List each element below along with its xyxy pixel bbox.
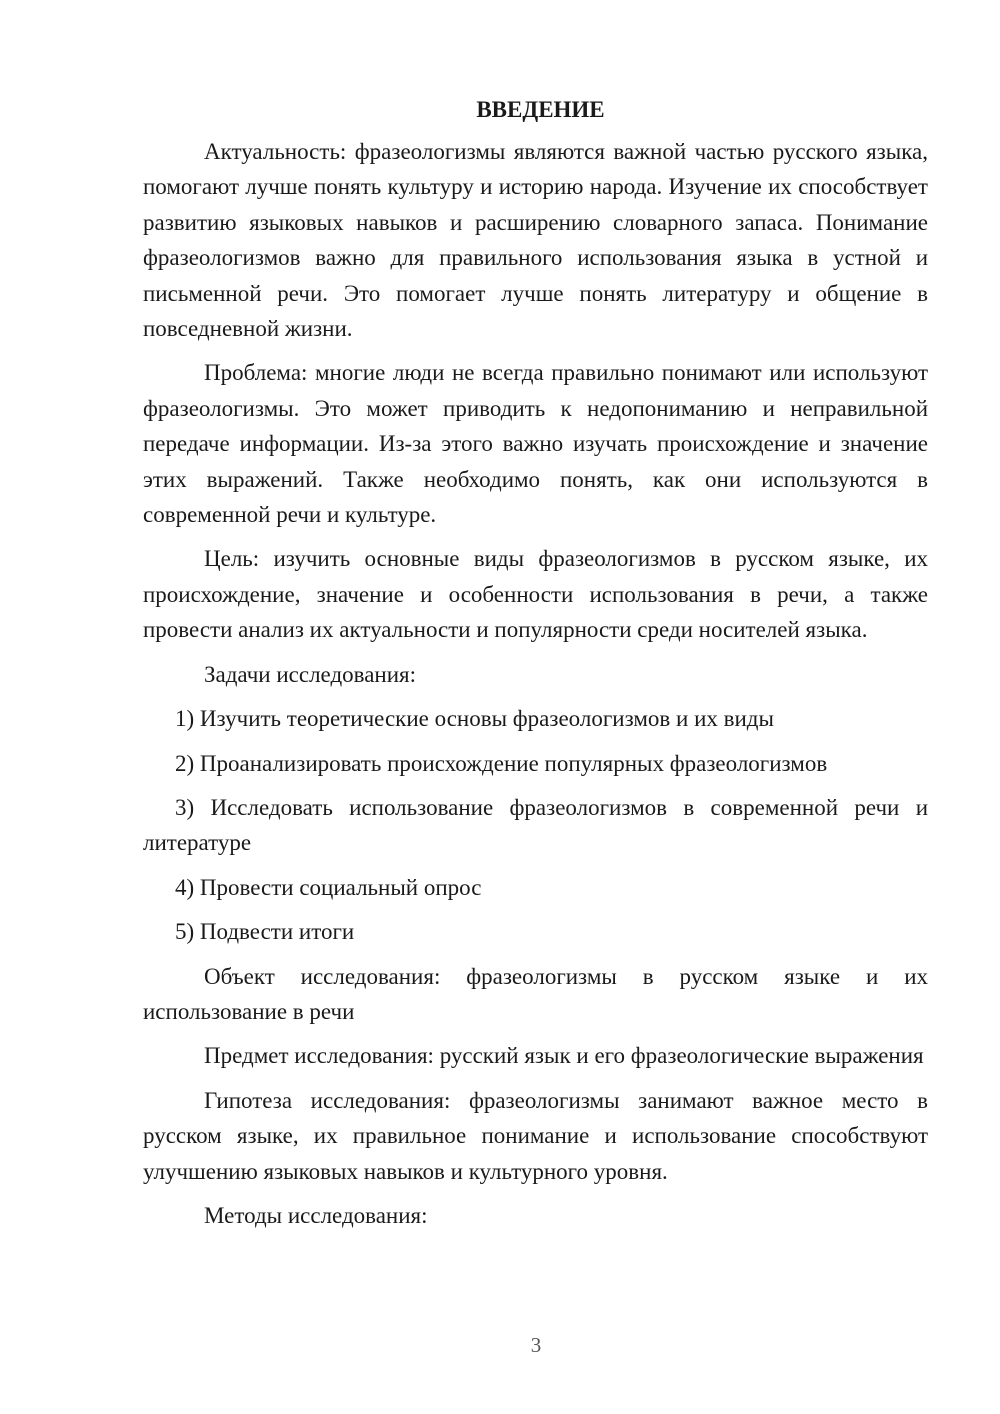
document-page <box>143 92 928 1242</box>
page-title: ВВЕДЕНИЕ <box>476 97 605 122</box>
page-number: 3 <box>530 1333 542 1357</box>
task-item-3: 3) Исследовать использование фразеологизмов в современной речи и литературе <box>143 794 928 856</box>
paragraph-hypothesis: Гипотеза исследования: фразеологизмы занимают важное место в русском языке, их правильное понимание и использование способствуют улучшению языковых навыков и культурного уровня. <box>143 1087 928 1184</box>
paragraph-subject: Предмет исследования: русский язык и его фразеологические выражения <box>204 1043 924 1069</box>
paragraph-relevance: Актуальность: фразеологизмы являются важной частью русского языка, помогают лучше понять культуру и историю народа. Изучение их способствует развитию языковых навыков и расширению словарного запаса. Понимание фразеологизмов важно для правильного использования языка в устной и письменной речи. Это помогает лучше понять литературу и общение в повседневной жизни. <box>143 139 928 342</box>
paragraph-object: Объект исследования: фразеологизмы в русском языке и их использование в речи <box>143 963 928 1024</box>
task-item-5: 5) Подвести итоги <box>175 919 355 945</box>
task-item-1: 1) Изучить теоретические основы фразеологизмов и их виды <box>175 706 774 732</box>
tasks-heading: Задачи исследования: <box>204 661 417 687</box>
task-item-2: 2) Проанализировать происхождение популярных фразеологизмов <box>175 750 828 776</box>
methods-heading: Методы исследования: <box>204 1202 428 1228</box>
paragraph-problem: Проблема: многие люди не всегда правильно понимают или используют фразеологизмы. Это может приводить к недопониманию и неправильной передаче информации. Из-за этого важно изучать происхождение и значение этих выражений. Также необходимо понять, как они используются в современной речи и культуре. <box>143 360 928 528</box>
task-item-4: 4) Провести социальный опрос <box>175 874 482 900</box>
paragraph-goal: Цель: изучить основные виды фразеологизмов в русском языке, их происхождение, значение и особенности использования в речи, а также провести анализ их актуальности и популярности среди носителей языка. <box>143 546 928 643</box>
